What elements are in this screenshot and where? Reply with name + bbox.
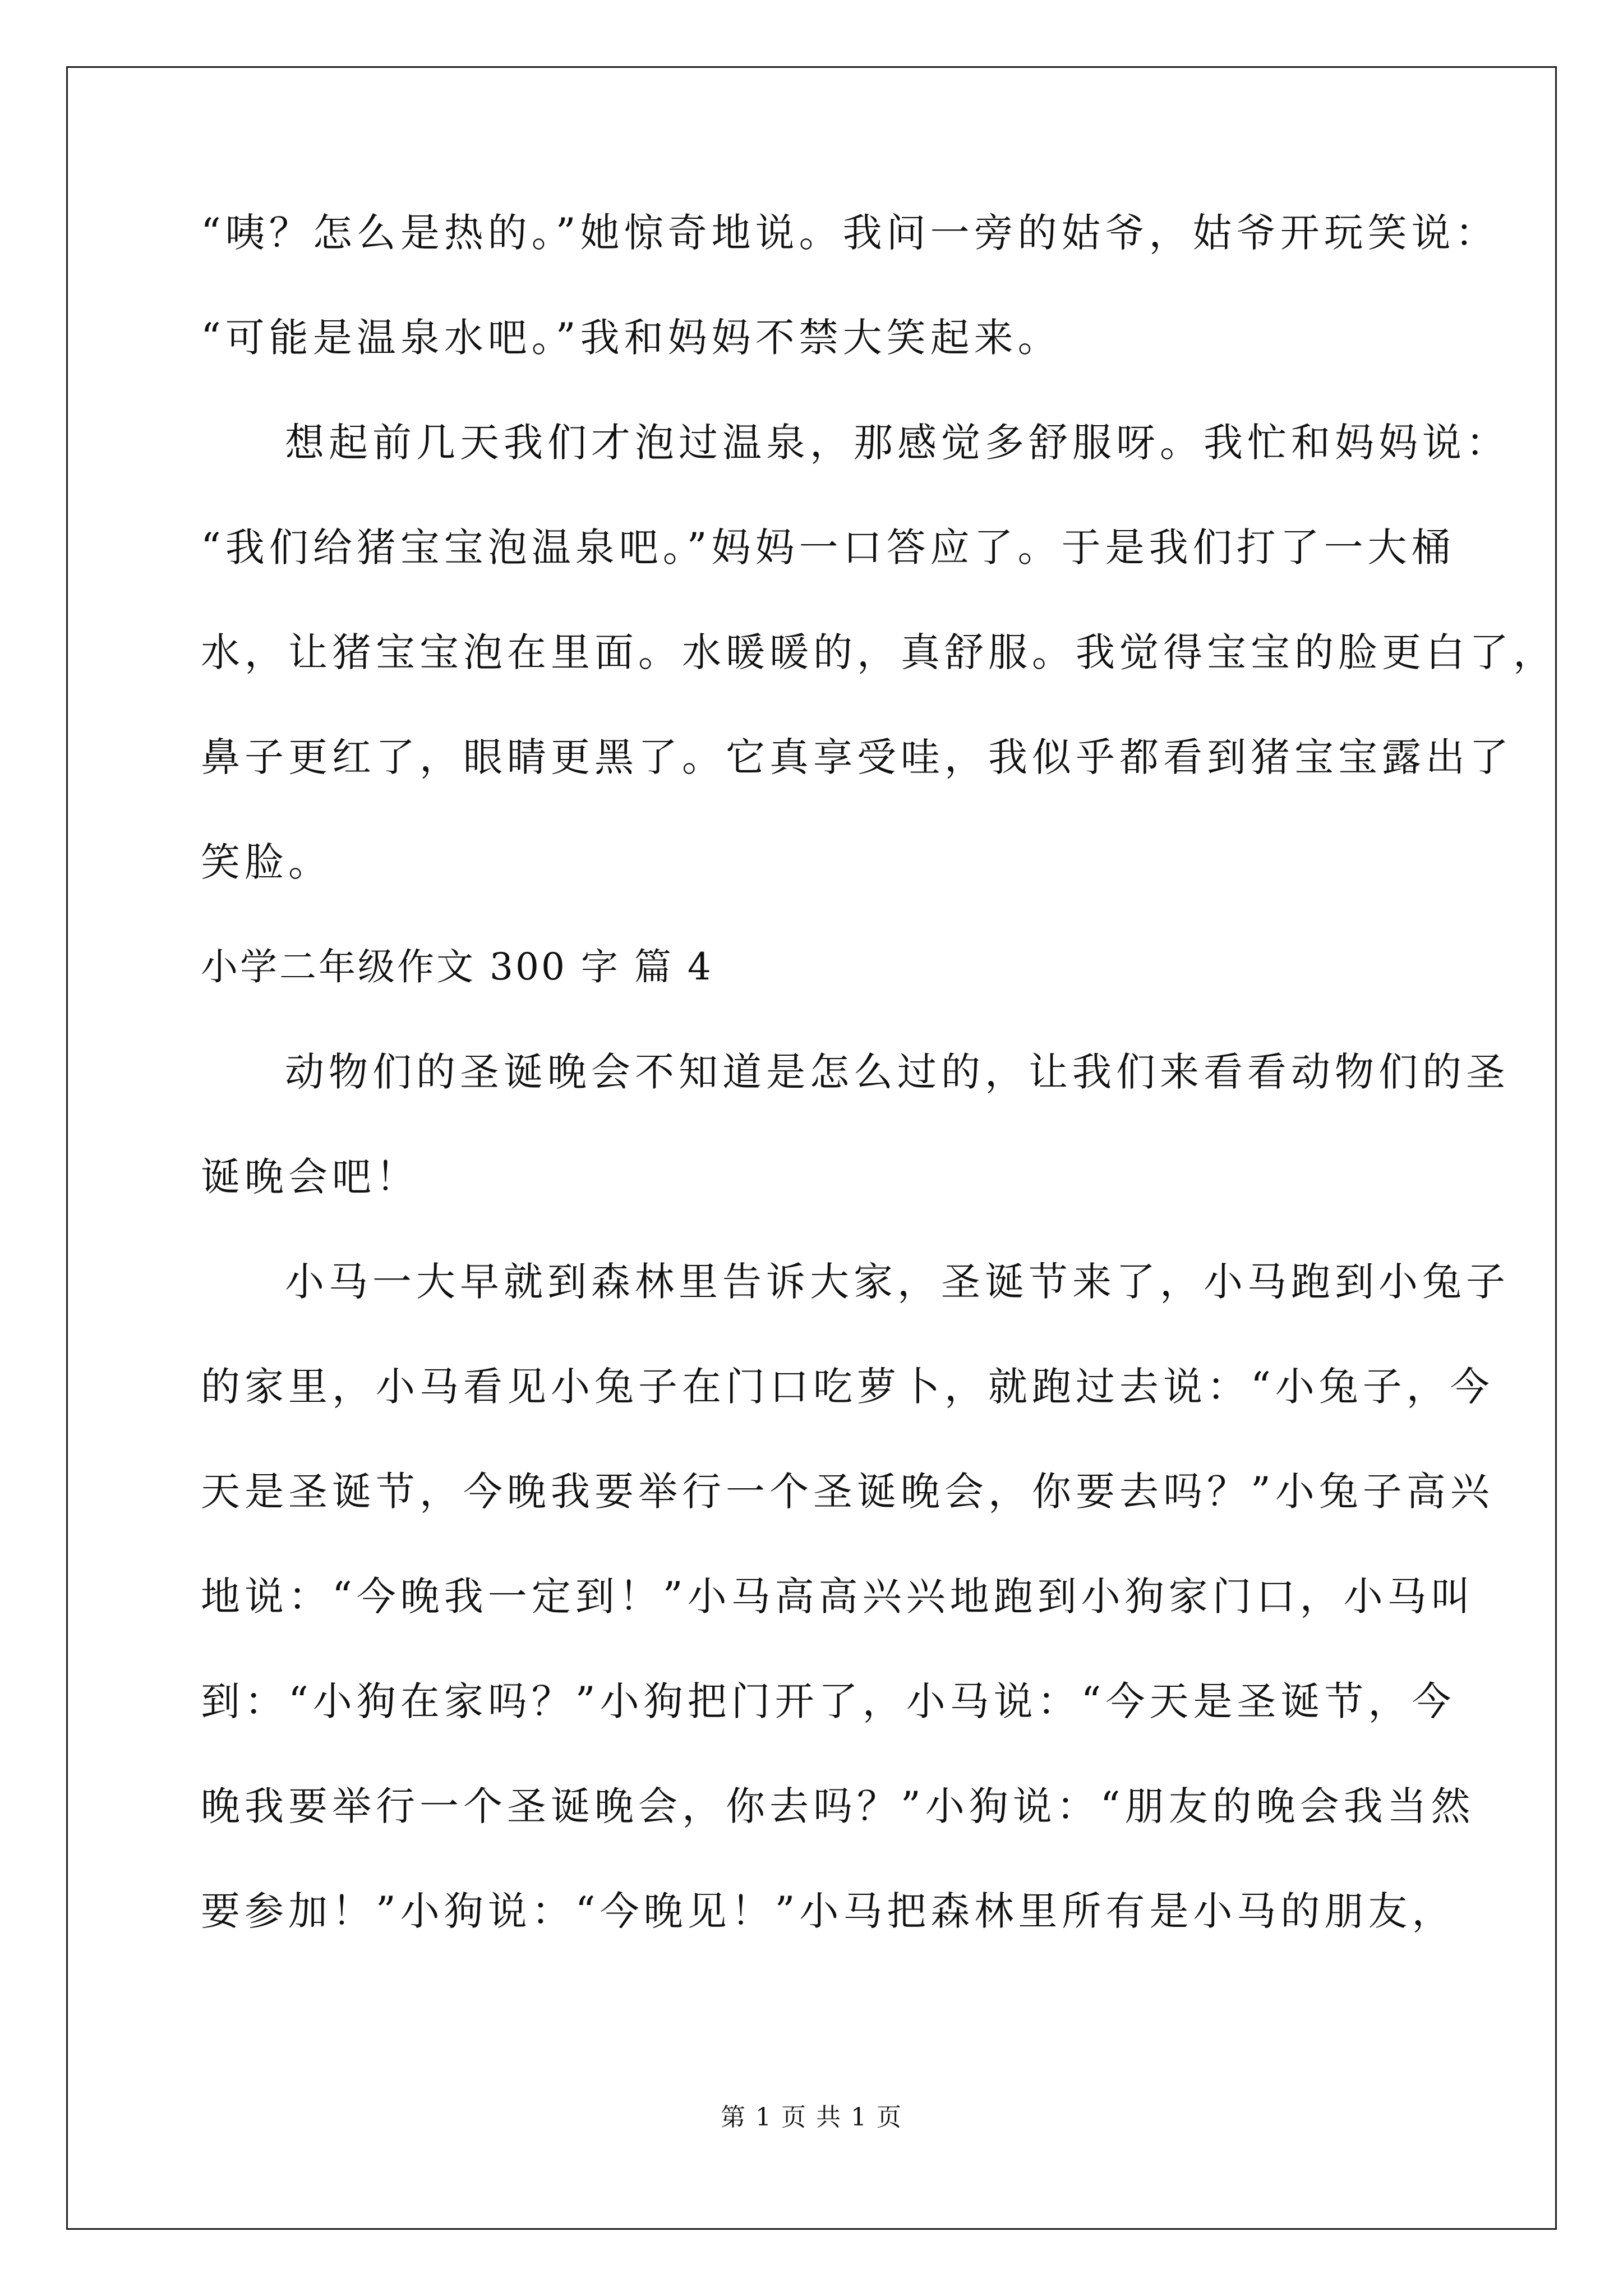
text-line: 天是圣诞节，今晚我要举行一个圣诞晚会，你要去吗？”小兔子高兴 xyxy=(201,1469,1494,1515)
paragraph-start-line: 小马一大早就到森林里告诉大家，圣诞节来了，小马跑到小兔子 xyxy=(285,1259,1510,1305)
page-footer: 第 1 页 共 1 页 xyxy=(721,2103,902,2132)
text-line: 地说：“今晚我一定到！”小马高高兴兴地跑到小狗家门口，小马叫 xyxy=(201,1573,1475,1619)
paragraph-start-line: 动物们的圣诞晚会不知道是怎么过的，让我们来看看动物们的圣 xyxy=(285,1049,1510,1095)
paragraph-start-line: 想起前几天我们才泡过温泉，那感觉多舒服呀。我忙和妈妈说： xyxy=(285,420,1510,466)
text-line: 的家里，小马看见小兔子在门口吃萝卜，就跑过去说：“小兔子，今 xyxy=(201,1364,1494,1410)
text-line: 水，让猪宝宝泡在里面。水暖暖的，真舒服。我觉得宝宝的脸更白了， xyxy=(201,629,1557,675)
section-heading: 小学二年级作文 300 字 篇 4 xyxy=(201,945,713,988)
text-line: 晚我要举行一个圣诞晚会，你去吗？”小狗说：“朋友的晚会我当然 xyxy=(201,1783,1475,1829)
text-line: 诞晚会吧！ xyxy=(201,1154,419,1200)
text-line: 要参加！”小狗说：“今晚见！”小马把森林里所有是小马的朋友， xyxy=(201,1888,1456,1934)
text-line: 鼻子更红了，眼睛更黑了。它真享受哇，我似乎都看到猪宝宝露出了 xyxy=(201,734,1513,780)
text-line: 笑脸。 xyxy=(201,839,332,885)
text-line: 到：“小狗在家吗？”小狗把门开了，小马说：“今天是圣诞节，今 xyxy=(201,1678,1456,1724)
text-line: “我们给猪宝宝泡温泉吧。”妈妈一口答应了。于是我们打了一大桶 xyxy=(201,524,1455,570)
text-line: “可能是温泉水吧。”我和妈妈不禁大笑起来。 xyxy=(201,315,1062,361)
text-line: “咦？怎么是热的。”她惊奇地说。我问一旁的姑爷，姑爷开玩笑说： xyxy=(201,210,1499,256)
